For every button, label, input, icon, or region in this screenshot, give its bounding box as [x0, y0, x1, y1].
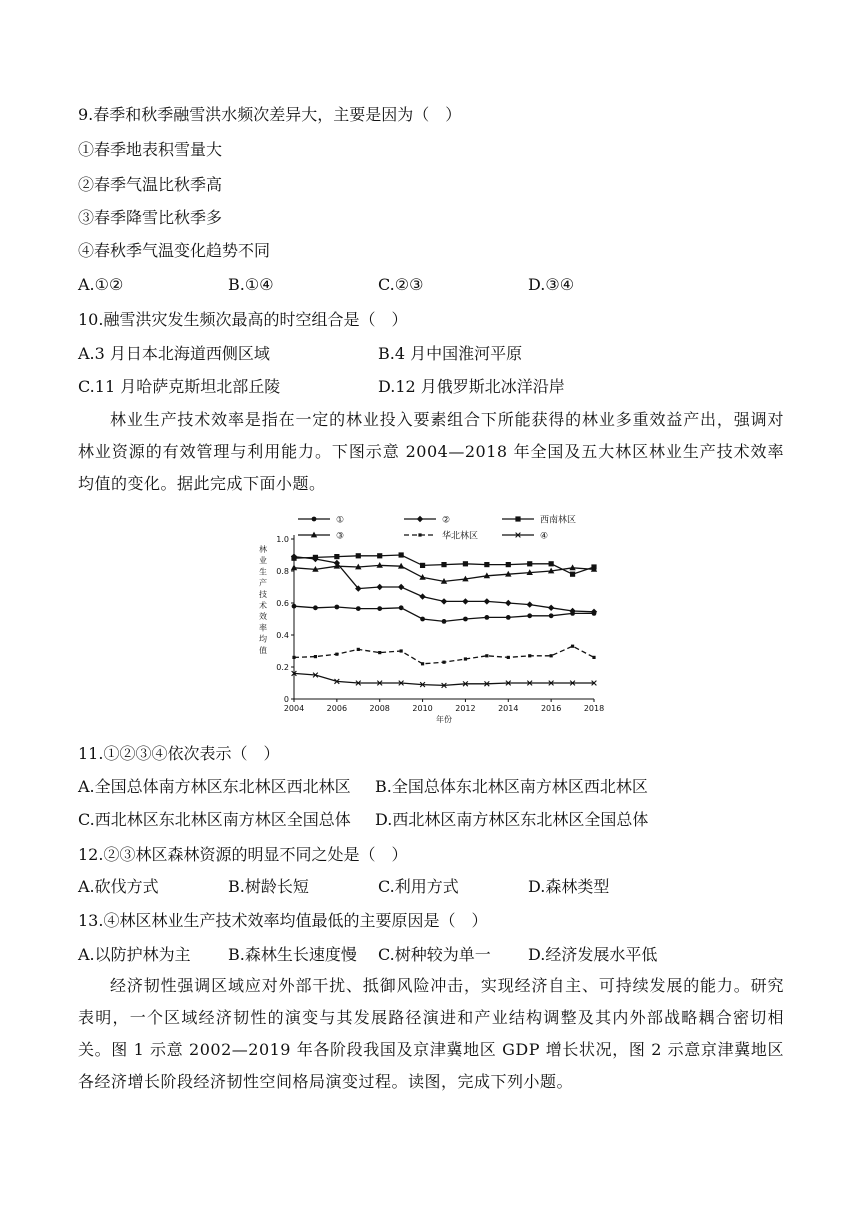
legend-item	[502, 514, 576, 526]
data-point	[505, 600, 511, 606]
x-tick-label: 2004	[283, 704, 305, 713]
series-5	[292, 645, 595, 666]
data-point	[399, 605, 404, 610]
data-point	[378, 651, 381, 654]
data-point	[312, 517, 317, 522]
x-tick-label: 2014	[498, 704, 519, 713]
chart-series	[291, 552, 597, 687]
data-point	[442, 619, 447, 624]
data-point	[548, 605, 554, 611]
y-tick-label: 1.0	[276, 535, 289, 544]
y-axis-label-char: 产	[259, 578, 267, 588]
data-point	[417, 516, 423, 522]
data-point	[400, 649, 403, 652]
data-point	[292, 656, 295, 659]
chart-y-axis-label	[259, 544, 267, 655]
data-point	[334, 605, 339, 610]
q12-option-b: B.树龄长短	[228, 877, 309, 896]
data-point	[506, 562, 511, 567]
legend-label: 华北林区	[442, 531, 479, 542]
data-point	[314, 655, 317, 658]
y-axis-label-char: 业	[259, 556, 267, 566]
data-point	[515, 516, 520, 521]
q11-option-a: A.全国总体南方林区东北林区西北林区	[78, 777, 351, 796]
data-point	[484, 615, 489, 620]
q13-option-a: A.以防护林为主	[78, 945, 191, 964]
q10-option-c: C.11 月哈萨克斯坦北部丘陵	[78, 377, 281, 396]
y-axis-label-char: 均	[259, 634, 267, 644]
q12-option-c: C.利用方式	[378, 877, 459, 896]
legend-item	[404, 516, 450, 526]
q13-stem: 13.④林区林业生产技术效率均值最低的主要原因是（ ）	[78, 911, 488, 930]
data-point	[313, 605, 318, 610]
legend-item	[298, 516, 344, 526]
q9-item-3: ③春季降雪比秋季多	[78, 208, 223, 227]
data-point	[464, 657, 467, 660]
q9-item-1: ①春季地表积雪量大	[78, 140, 223, 159]
data-point	[420, 617, 425, 622]
data-point	[357, 648, 360, 651]
y-axis-label-char: 生	[259, 567, 267, 577]
q12-stem: 12.②③林区森林资源的明显不同之处是（ ）	[78, 845, 408, 864]
x-tick-label: 2008	[369, 704, 390, 713]
data-point	[528, 654, 531, 657]
y-axis-label-char: 率	[259, 623, 267, 633]
y-tick-label: 0	[283, 695, 289, 704]
forestry-efficiency-chart	[254, 508, 614, 730]
q11-option-d: D.西北林区南方林区东北林区全国总体	[375, 810, 649, 829]
q9-option-c: C.②③	[378, 275, 424, 294]
q10-option-b: B.4 月中国淮河平原	[378, 344, 523, 363]
data-point	[592, 656, 595, 659]
q10-option-a: A.3 月日本北海道西侧区域	[78, 344, 270, 363]
q11-stem: 11.①②③④依次表示（ ）	[78, 744, 280, 763]
passage-forestry: 林业生产技术效率是指在一定的林业投入要素组合下所能获得的林业多重效益产出，强调对林业资源的有效管理与利用能力。下图示意 2004—2018 年全国及五大林区林业生产技术效率均值的变化。据此完成下面小题。	[78, 410, 784, 493]
data-point	[313, 555, 318, 560]
y-axis-label-char: 林	[259, 545, 267, 554]
legend-item	[502, 532, 548, 542]
legend-item	[298, 532, 344, 542]
q9-item-2: ②春季气温比秋季高	[78, 175, 223, 194]
x-tick-label: 2018	[583, 704, 605, 713]
y-tick-label: 0.2	[276, 663, 289, 672]
data-point	[421, 662, 424, 665]
chart-axes	[276, 535, 604, 713]
x-tick-label: 2016	[540, 704, 562, 713]
data-point	[291, 564, 297, 570]
data-point	[420, 563, 425, 568]
data-point	[550, 654, 553, 657]
q9-item-4: ④春秋季气温变化趋势不同	[78, 241, 271, 260]
data-point	[463, 561, 468, 566]
q12-option-d: D.森林类型	[528, 877, 610, 896]
q10-stem: 10.融雪洪灾发生频次最高的时空组合是（ ）	[78, 310, 408, 329]
x-tick-label: 2010	[412, 704, 433, 713]
data-point	[441, 562, 446, 567]
data-point	[441, 598, 447, 604]
q9-option-d: D.③④	[528, 275, 575, 294]
data-point	[442, 661, 445, 664]
y-tick-label: 0.8	[276, 567, 289, 576]
series-6	[292, 671, 597, 688]
y-axis-label-char: 技	[259, 589, 267, 599]
passage-economic-resilience: 经济韧性强调区域应对外部干扰、抵御风险冲击，实现经济自主、可持续发展的能力。研究表明，一个区域经济韧性的演变与其发展路径演进和产业结构调整及其内外部战略耦合密切相关。图 1 示意 2002—2019 年各阶段我国及京津冀地区 GDP 增长状况，图 2 示意京津冀地区各经济增长阶段经济韧性空间格局演变过程。读图，完成下列小题。	[78, 976, 784, 1091]
chart-legend	[298, 514, 576, 542]
q11-option-b: B.全国总体东北林区南方林区西北林区	[375, 777, 648, 796]
data-point	[571, 645, 574, 648]
legend-label: ①	[336, 515, 345, 526]
data-point	[484, 598, 490, 604]
q12-option-a: A.砍伐方式	[78, 877, 159, 896]
legend-label: 西南林区	[540, 515, 577, 526]
data-point	[377, 553, 382, 558]
data-point	[527, 561, 532, 566]
y-axis-label-char: 值	[259, 645, 267, 655]
data-point	[463, 617, 468, 622]
data-point	[377, 584, 383, 590]
data-point	[399, 552, 404, 557]
data-point	[484, 562, 489, 567]
data-point	[569, 564, 575, 570]
legend-label: ④	[540, 531, 549, 542]
q13-option-c: C.树种较为单一	[378, 945, 491, 964]
data-point	[549, 561, 554, 566]
q11-option-c: C.西北林区东北林区南方林区全国总体	[78, 810, 351, 829]
data-point	[570, 572, 575, 577]
y-axis-label-char: 效	[259, 612, 267, 622]
q13-option-d: D.经济发展水平低	[528, 945, 658, 964]
x-tick-label: 2006	[326, 704, 348, 713]
data-point	[334, 554, 339, 559]
q13-option-b: B.森林生长速度慢	[228, 945, 357, 964]
data-point	[485, 654, 488, 657]
q9-option-a: A.①②	[78, 275, 124, 294]
q10-option-d: D.12 月俄罗斯北冰洋沿岸	[378, 377, 565, 396]
data-point	[462, 598, 468, 604]
y-axis-label-char: 术	[259, 601, 267, 610]
data-point	[506, 615, 511, 620]
data-point	[419, 593, 425, 599]
data-point	[549, 613, 554, 618]
y-tick-label: 0.4	[276, 631, 289, 640]
q9-option-b: B.①④	[228, 275, 274, 294]
data-point	[398, 584, 404, 590]
q9-stem: 9.春季和秋季融雪洪水频次差异大，主要是因为（ ）	[78, 105, 462, 124]
data-point	[377, 606, 382, 611]
data-point	[527, 613, 532, 618]
legend-label: ②	[442, 515, 451, 526]
legend-label: ③	[336, 531, 345, 542]
x-tick-label: 2012	[455, 704, 476, 713]
data-point	[335, 653, 338, 656]
y-tick-label: 0.6	[276, 599, 289, 608]
data-point	[292, 604, 297, 609]
data-point	[418, 533, 421, 536]
data-point	[507, 656, 510, 659]
chart-x-axis-label: 年份	[436, 715, 452, 724]
data-point	[291, 556, 296, 561]
data-point	[356, 553, 361, 558]
data-point	[356, 606, 361, 611]
legend-item	[404, 530, 478, 542]
data-point	[527, 601, 533, 607]
